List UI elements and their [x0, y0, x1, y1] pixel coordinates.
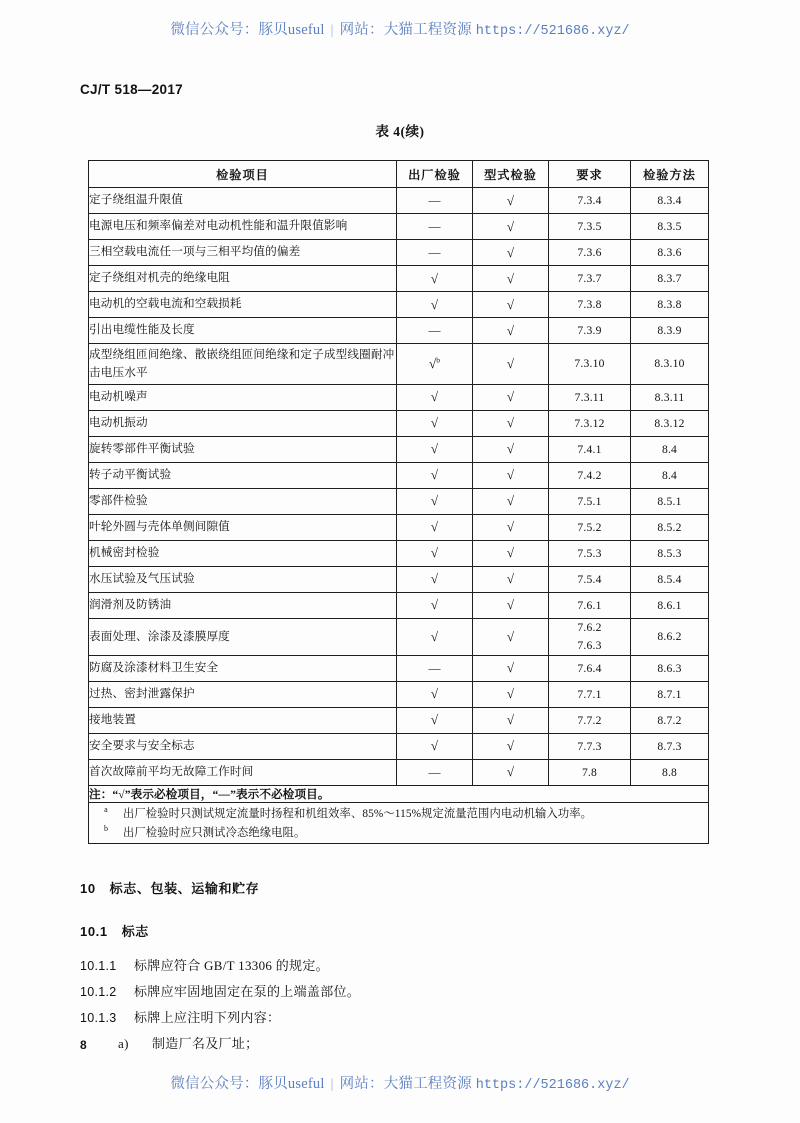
cell-factory-inspection [397, 462, 473, 488]
check-icon: √ [430, 441, 439, 457]
cell-factory-inspection [397, 318, 473, 344]
table-note-row [89, 785, 709, 802]
check-icon: √ [430, 597, 439, 613]
column-header-method: 检验方法 [631, 161, 709, 188]
cell-item: 防腐及涂漆材料卫生安全 [89, 655, 397, 681]
clause-10-1-heading [80, 921, 149, 940]
table-note: 注：“√”表示必检项目，“—”表示不必检项目。 [89, 785, 709, 802]
cell-requirement: 7.3.8 [549, 292, 631, 318]
footnote-a-mark: a [104, 804, 108, 814]
check-icon: √ [506, 545, 515, 561]
dash-icon: — [428, 245, 441, 259]
cell-factory-inspection [397, 566, 473, 592]
footnote-b [89, 824, 708, 840]
table-row [89, 318, 709, 344]
table-row [89, 592, 709, 618]
check-icon: √ [430, 686, 439, 702]
cell-requirement: 7.6.1 [549, 592, 631, 618]
cell-method: 8.7.2 [631, 707, 709, 733]
cell-type-inspection [473, 707, 549, 733]
cell-factory-inspection [397, 488, 473, 514]
check-icon: √ [506, 218, 515, 234]
cell-item: 首次故障前平均无故障工作时间 [89, 759, 397, 785]
cell-item: 零部件检验 [89, 488, 397, 514]
cell-type-inspection [473, 618, 549, 655]
cell-type-inspection [473, 733, 549, 759]
cell-factory-inspection [397, 344, 473, 385]
cell-requirement: 7.3.5 [549, 214, 631, 240]
check-icon: √ [506, 597, 515, 613]
cell-requirement: 7.3.6 [549, 240, 631, 266]
check-icon: √ [506, 660, 515, 676]
cell-factory-inspection [397, 292, 473, 318]
cell-item: 过热、密封泄露保护 [89, 681, 397, 707]
cell-method: 8.7.1 [631, 681, 709, 707]
check-icon: √ [506, 244, 515, 260]
cell-requirement: 7.3.11 [549, 384, 631, 410]
cell-type-inspection [473, 266, 549, 292]
cell-factory-inspection [397, 266, 473, 292]
cell-factory-inspection [397, 436, 473, 462]
table-body [89, 188, 709, 786]
cell-method: 8.5.4 [631, 566, 709, 592]
column-header-type-inspection: 型式检验 [473, 161, 549, 188]
dash-icon: — [428, 193, 441, 207]
column-header-requirement: 要求 [549, 161, 631, 188]
cell-type-inspection [473, 462, 549, 488]
cell-item: 润滑剂及防锈油 [89, 592, 397, 618]
cell-item: 电动机的空载电流和空载损耗 [89, 292, 397, 318]
cell-type-inspection [473, 514, 549, 540]
table-row [89, 566, 709, 592]
check-icon: √$^b$ [429, 355, 440, 372]
cell-requirement: 7.5.1 [549, 488, 631, 514]
cell-item: 表面处理、涂漆及漆膜厚度 [89, 618, 397, 655]
cell-method: 8.3.12 [631, 410, 709, 436]
check-icon: √ [430, 389, 439, 405]
cell-item: 定子绕组温升限值 [89, 188, 397, 214]
cell-factory-inspection [397, 655, 473, 681]
check-icon: √ [430, 493, 439, 509]
cell-factory-inspection [397, 681, 473, 707]
watermark-url: https://521686.xyz/ [475, 24, 630, 39]
cell-item: 三相空载电流任一项与三相平均值的偏差 [89, 240, 397, 266]
cell-factory-inspection [397, 514, 473, 540]
check-icon: √ [506, 493, 515, 509]
footnote-b-text: 出厂检验时应只测试冷态绝缘电阻。 [123, 826, 306, 839]
cell-type-inspection [473, 436, 549, 462]
check-icon: √ [506, 296, 515, 312]
column-header-item: 检验项目 [89, 161, 397, 188]
cell-requirement: 7.3.4 [549, 188, 631, 214]
footnote-ref: b [436, 355, 440, 365]
table-row [89, 266, 709, 292]
cell-requirement: 7.3.7 [549, 266, 631, 292]
paragraph-10-1-1 [80, 955, 329, 974]
cell-requirement: 7.3.9 [549, 318, 631, 344]
cell-type-inspection [473, 344, 549, 385]
cell-factory-inspection [397, 240, 473, 266]
table-row [89, 759, 709, 785]
inspection-table [88, 160, 709, 844]
check-icon: √ [506, 441, 515, 457]
cell-item: 机械密封检验 [89, 540, 397, 566]
cell-method: 8.3.7 [631, 266, 709, 292]
table-row [89, 540, 709, 566]
cell-factory-inspection [397, 707, 473, 733]
cell-requirement: 7.8 [549, 759, 631, 785]
cell-method: 8.3.10 [631, 344, 709, 385]
cell-method: 8.4 [631, 436, 709, 462]
table-row [89, 410, 709, 436]
cell-type-inspection [473, 410, 549, 436]
check-icon: √ [430, 415, 439, 431]
table-row [89, 462, 709, 488]
cell-method: 8.6.3 [631, 655, 709, 681]
cell-method: 8.5.1 [631, 488, 709, 514]
cell-method: 8.8 [631, 759, 709, 785]
check-icon: √ [430, 519, 439, 535]
check-icon: √ [430, 296, 439, 312]
check-icon: √ [430, 712, 439, 728]
list-item-a [118, 1033, 258, 1052]
cell-factory-inspection [397, 618, 473, 655]
footnote-a-text: 出厂检验时只测试规定流量时扬程和机组效率、85%～115%规定流量范围内电动机输入功率。 [123, 807, 593, 820]
cell-requirement: 7.3.10 [549, 344, 631, 385]
check-icon: √ [506, 467, 515, 483]
table-row [89, 384, 709, 410]
cell-method: 8.5.2 [631, 514, 709, 540]
cell-type-inspection [473, 759, 549, 785]
watermark-url: https://521686.xyz/ [475, 1078, 630, 1093]
standard-code: CJ/T 518—2017 [80, 82, 183, 97]
table-footnotes-row [89, 802, 709, 843]
paragraph-10-1-3-number: 10.1.3 [80, 1011, 117, 1025]
cell-type-inspection [473, 681, 549, 707]
table-row [89, 655, 709, 681]
cell-method: 8.3.5 [631, 214, 709, 240]
watermark-wechat-label: 微信公众号：豚贝useful [170, 22, 325, 38]
watermark-separator: | [330, 1077, 334, 1092]
cell-factory-inspection [397, 384, 473, 410]
cell-method: 8.5.3 [631, 540, 709, 566]
watermark-site-label: 网站：大猫工程资源 [339, 1076, 472, 1092]
check-icon: √ [430, 571, 439, 587]
cell-type-inspection [473, 592, 549, 618]
dash-icon: — [428, 660, 441, 675]
table-row [89, 488, 709, 514]
table-row [89, 436, 709, 462]
list-item-a-text: 制造厂名及厂址； [152, 1036, 259, 1051]
cell-item: 电源电压和频率偏差对电动机性能和温升限值影响 [89, 214, 397, 240]
cell-item: 引出电缆性能及长度 [89, 318, 397, 344]
cell-type-inspection [473, 318, 549, 344]
check-icon: √ [430, 628, 439, 644]
cell-item: 接地装置 [89, 707, 397, 733]
cell-type-inspection [473, 214, 549, 240]
cell-factory-inspection [397, 759, 473, 785]
cell-item: 成型绕组匝间绝缘、散嵌绕组匝间绝缘和定子成型线圈耐冲击电压水平 [89, 344, 397, 385]
clause-10-1-title: 标志 [121, 924, 149, 939]
page-number: 8 [80, 1038, 87, 1052]
paragraph-10-1-2 [80, 981, 360, 1000]
list-item-a-label: a) [118, 1036, 129, 1051]
check-icon: √ [506, 355, 515, 371]
watermark-top [0, 18, 800, 39]
cell-item: 转子动平衡试验 [89, 462, 397, 488]
requirement-value-secondary: 7.6.3 [577, 638, 602, 652]
paragraph-10-1-2-text: 标牌应牢固地固定在泵的上端盖部位。 [134, 984, 361, 999]
paragraph-10-1-2-number: 10.1.2 [80, 985, 117, 999]
inspection-table-wrapper [88, 160, 708, 844]
check-icon: √ [506, 415, 515, 431]
cell-type-inspection [473, 292, 549, 318]
table-row [89, 707, 709, 733]
cell-factory-inspection [397, 592, 473, 618]
cell-type-inspection [473, 488, 549, 514]
cell-method: 8.6.2 [631, 618, 709, 655]
cell-type-inspection [473, 188, 549, 214]
check-icon: √ [430, 270, 439, 286]
watermark-bottom [0, 1072, 800, 1093]
cell-item: 电动机噪声 [89, 384, 397, 410]
column-header-factory-inspection: 出厂检验 [397, 161, 473, 188]
cell-method: 8.3.9 [631, 318, 709, 344]
check-icon: √ [506, 322, 515, 338]
watermark-wechat-label: 微信公众号：豚贝useful [170, 1076, 325, 1092]
table-row [89, 344, 709, 385]
cell-type-inspection [473, 540, 549, 566]
watermark-site-label: 网站：大猫工程资源 [339, 22, 472, 38]
cell-method: 8.4 [631, 462, 709, 488]
cell-item: 叶轮外圆与壳体单侧间隙值 [89, 514, 397, 540]
cell-method: 8.3.8 [631, 292, 709, 318]
cell-requirement: 7.5.2 [549, 514, 631, 540]
footnote-a [89, 805, 708, 821]
cell-item: 电动机振动 [89, 410, 397, 436]
check-icon: √ [506, 738, 515, 754]
cell-factory-inspection [397, 410, 473, 436]
table-row [89, 292, 709, 318]
cell-requirement: 7.5.3 [549, 540, 631, 566]
footnote-b-mark: b [103, 823, 109, 833]
cell-item: 水压试验及气压试验 [89, 566, 397, 592]
check-icon: √ [506, 571, 515, 587]
cell-requirement: 7.7.3 [549, 733, 631, 759]
check-icon: √ [506, 519, 515, 535]
cell-method: 8.6.1 [631, 592, 709, 618]
paragraph-10-1-3 [80, 1007, 280, 1026]
cell-factory-inspection [397, 733, 473, 759]
cell-requirement: 7.5.4 [549, 566, 631, 592]
paragraph-10-1-1-number: 10.1.1 [80, 959, 117, 973]
clause-10-1-number: 10.1 [80, 924, 108, 939]
cell-factory-inspection [397, 540, 473, 566]
cell-method: 8.3.6 [631, 240, 709, 266]
cell-item: 安全要求与安全标志 [89, 733, 397, 759]
table-row [89, 214, 709, 240]
paragraph-10-1-1-text: 标牌应符合 GB/T 13306 的规定。 [134, 958, 329, 973]
check-icon: √ [506, 389, 515, 405]
check-icon: √ [506, 712, 515, 728]
check-icon: √ [506, 628, 515, 644]
check-icon: √ [506, 192, 515, 208]
cell-requirement [549, 618, 631, 655]
clause-10-heading [80, 878, 259, 897]
cell-requirement: 7.4.2 [549, 462, 631, 488]
check-icon: √ [430, 545, 439, 561]
table-row [89, 188, 709, 214]
check-icon: √ [506, 270, 515, 286]
cell-factory-inspection [397, 188, 473, 214]
check-icon: √ [430, 467, 439, 483]
table-header-row [89, 161, 709, 188]
cell-requirement: 7.4.1 [549, 436, 631, 462]
table-row [89, 240, 709, 266]
cell-factory-inspection [397, 214, 473, 240]
dash-icon: — [428, 323, 441, 337]
table-row [89, 681, 709, 707]
cell-type-inspection [473, 384, 549, 410]
table-header [89, 161, 709, 188]
dash-icon: — [428, 219, 441, 233]
dash-icon: — [428, 764, 441, 779]
check-icon: √ [506, 764, 515, 780]
requirement-value: 7.6.2 [577, 620, 602, 634]
table-footer [89, 785, 709, 843]
table-row [89, 514, 709, 540]
watermark-separator: | [330, 23, 334, 38]
check-icon: √ [506, 686, 515, 702]
cell-requirement: 7.7.1 [549, 681, 631, 707]
cell-type-inspection [473, 240, 549, 266]
clause-10-number: 10 [80, 881, 96, 896]
cell-requirement: 7.7.2 [549, 707, 631, 733]
clause-10-title: 标志、包装、运输和贮存 [109, 881, 260, 896]
cell-type-inspection [473, 566, 549, 592]
table-caption: 表 4(续) [375, 124, 425, 139]
check-icon: √ [430, 738, 439, 754]
paragraph-10-1-3-text: 标牌上应注明下列内容： [134, 1010, 281, 1025]
cell-requirement: 7.3.12 [549, 410, 631, 436]
cell-type-inspection [473, 655, 549, 681]
cell-method: 8.7.3 [631, 733, 709, 759]
cell-item: 定子绕组对机壳的绝缘电阻 [89, 266, 397, 292]
table-footnotes [89, 802, 709, 843]
cell-item: 旋转零部件平衡试验 [89, 436, 397, 462]
cell-method: 8.3.4 [631, 188, 709, 214]
table-row [89, 618, 709, 655]
cell-method: 8.3.11 [631, 384, 709, 410]
table-row [89, 733, 709, 759]
cell-requirement: 7.6.4 [549, 655, 631, 681]
